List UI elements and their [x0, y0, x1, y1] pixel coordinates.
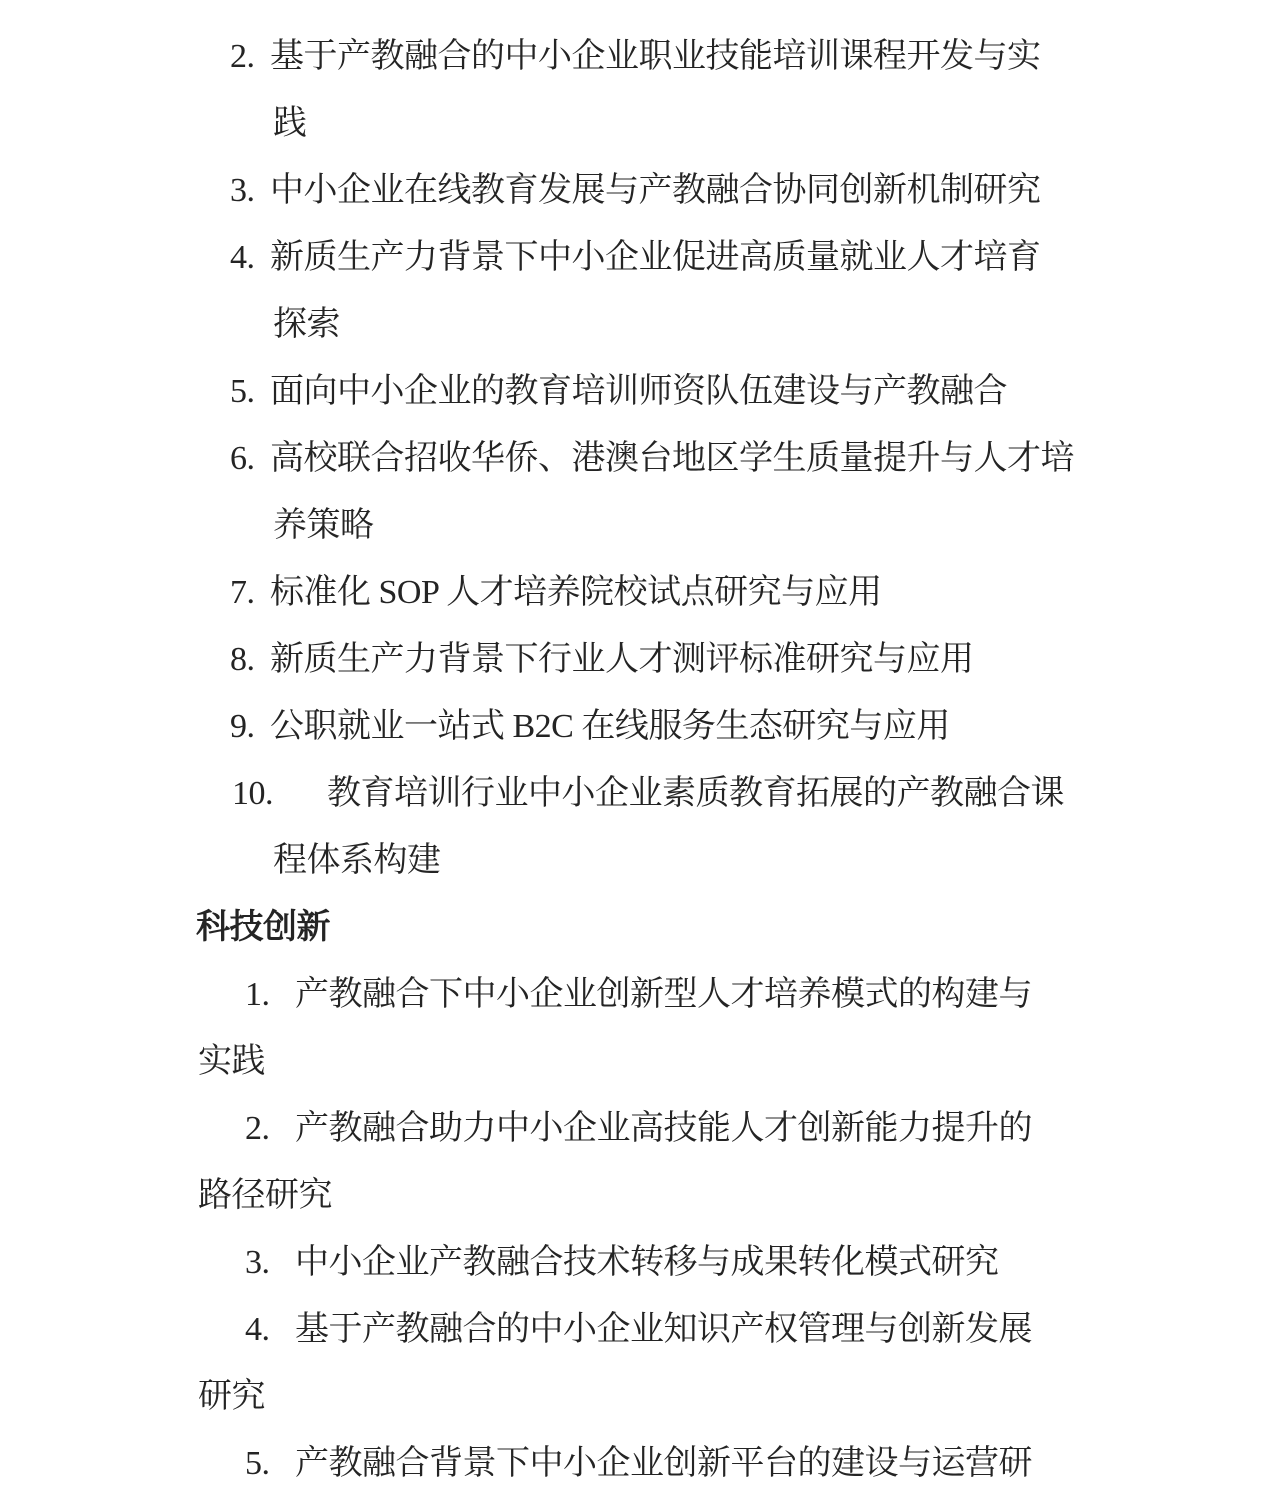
list-item-continuation-line — [196, 1162, 1270, 1229]
line-text: 新质生产力背景下行业人才测评标准研究与应用 — [270, 641, 974, 678]
list-item-number: 8. — [230, 641, 255, 678]
list-item-number: 1. — [245, 976, 270, 1013]
list-item-continuation-line — [196, 827, 1270, 894]
list-item-number: 2. — [245, 1110, 270, 1147]
line-text: 中小企业在线教育发展与产教融合协同创新机制研究 — [270, 172, 1041, 209]
line-text: 教育培训行业中小企业素质教育拓展的产教融合课 — [327, 775, 1064, 812]
list-item-line — [196, 157, 1270, 224]
list-item-number: 5. — [230, 373, 255, 410]
list-item-line — [196, 961, 1270, 1028]
list-item-line — [196, 224, 1270, 291]
list-item-line — [196, 1229, 1270, 1296]
line-text: 产教融合背景下中小企业创新平台的建设与运营研 — [295, 1445, 1032, 1482]
line-text: 产教融合下中小企业创新型人才培养模式的构建与 — [295, 976, 1032, 1013]
line-text: 养策略 — [273, 507, 374, 544]
line-text: 基于产教融合的中小企业知识产权管理与创新发展 — [295, 1311, 1032, 1348]
line-text: 实践 — [198, 1043, 265, 1080]
document-body — [196, 23, 1270, 1492]
list-item-number: 9. — [230, 708, 255, 745]
line-text: 公职就业一站式 B2C 在线服务生态研究与应用 — [270, 708, 950, 745]
line-text: 新质生产力背景下中小企业促进高质量就业人才培育 — [270, 239, 1041, 276]
line-text: 产教融合助力中小企业高技能人才创新能力提升的 — [295, 1110, 1032, 1147]
list-item-number: 7. — [230, 574, 255, 611]
list-item-line — [196, 23, 1270, 90]
line-text: 高校联合招收华侨、港澳台地区学生质量提升与人才培 — [270, 440, 1074, 477]
list-item-line — [196, 559, 1270, 626]
list-item-line — [196, 425, 1270, 492]
list-item-line — [196, 1430, 1270, 1492]
line-text: 科技创新 — [196, 909, 330, 946]
list-item-number: 3. — [230, 172, 255, 209]
list-item-number: 4. — [245, 1311, 270, 1348]
line-text: 路径研究 — [198, 1177, 332, 1214]
line-text: 面向中小企业的教育培训师资队伍建设与产教融合 — [270, 373, 1007, 410]
list-item-continuation-line — [196, 1363, 1270, 1430]
list-item-continuation-line — [196, 1028, 1270, 1095]
list-item-number: 4. — [230, 239, 255, 276]
list-item-line — [196, 626, 1270, 693]
list-item-line — [196, 1296, 1270, 1363]
line-text: 基于产教融合的中小企业职业技能培训课程开发与实 — [270, 38, 1041, 75]
list-item-continuation-line — [196, 291, 1270, 358]
list-item-number: 3. — [245, 1244, 270, 1281]
list-item-number: 10. — [232, 775, 273, 812]
list-item-continuation-line — [196, 90, 1270, 157]
line-text: 程体系构建 — [273, 842, 441, 879]
list-item-line — [196, 760, 1270, 827]
list-item-number: 6. — [230, 440, 255, 477]
line-text: 研究 — [198, 1378, 265, 1415]
line-text: 践 — [273, 105, 307, 142]
list-item-number: 2. — [230, 38, 255, 75]
section-heading — [196, 894, 1270, 961]
line-text: 标准化 SOP 人才培养院校试点研究与应用 — [270, 574, 882, 611]
list-item-continuation-line — [196, 492, 1270, 559]
list-item-line — [196, 358, 1270, 425]
list-item-number: 5. — [245, 1445, 270, 1482]
line-text: 探索 — [273, 306, 340, 343]
list-item-line — [196, 1095, 1270, 1162]
line-text: 中小企业产教融合技术转移与成果转化模式研究 — [295, 1244, 999, 1281]
list-item-line — [196, 693, 1270, 760]
